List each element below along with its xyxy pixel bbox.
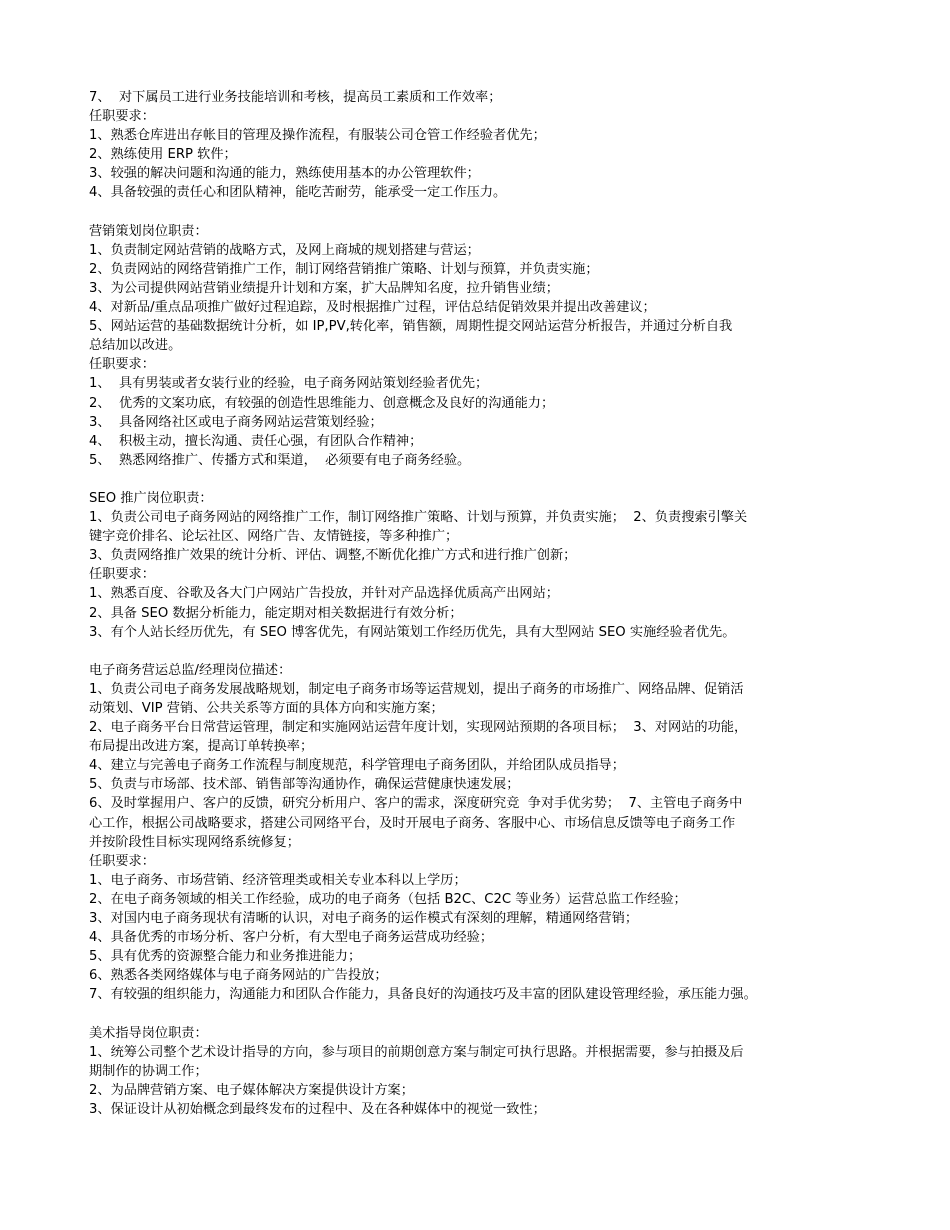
- blank-line: [89, 470, 879, 489]
- text-line: 2、为品牌营销方案、电子媒体解决方案提供设计方案；: [89, 1082, 414, 1098]
- text-line: 2、电子商务平台日常营运管理，制定和实施网站运营年度计划，实现网站预期的各项目标； 3、对网站的功能，: [89, 720, 748, 736]
- text-line: 美术指导岗位职责：: [89, 1025, 208, 1041]
- text-line: 6、及时掌握用户、客户的反馈，研究分析用户、客户的需求，深度研究竞 争对手优劣势； 7、主管电子商务中: [89, 796, 743, 812]
- text-line: 4、具备优秀的市场分析、客户分析，有大型电子商务运营成功经验；: [89, 930, 494, 946]
- text-line: 6、熟悉各类网络媒体与电子商务网站的广告投放；: [89, 968, 388, 984]
- text-line: 1、电子商务、市场营销、经济管理类或相关专业本科以上学历；: [89, 872, 467, 888]
- text-line: 5、具有优秀的资源整合能力和业务推进能力；: [89, 949, 362, 965]
- text-line: 动策划、VIP 营销、公共关系等方面的具体方向和实施方案；: [89, 701, 444, 716]
- text-line: 总结加以改进。: [89, 338, 182, 354]
- text-line: 7、 对下属员工进行业务技能培训和考核，提高员工素质和工作效率；: [89, 90, 502, 105]
- text-line: 期制作的协调工作；: [89, 1063, 208, 1079]
- text-line: 1、 具有男装或者女装行业的经验，电子商务网站策划经验者优先；: [89, 376, 489, 392]
- text-line: 任职要求：: [89, 109, 155, 125]
- text-line: 2、熟练使用 ERP 软件；: [89, 147, 237, 163]
- text-line: 布局提出改进方案，提高订单转换率；: [89, 739, 314, 755]
- blank-line: [89, 642, 879, 661]
- text-line: 2、在电子商务领域的相关工作经验，成功的电子商务（包括 B2C、C2C 等业务）运营总监工作经验；: [89, 891, 687, 907]
- text-line: 3、保证设计从初始概念到最终发布的过程中、及在各种媒体中的视觉一致性；: [89, 1101, 546, 1117]
- text-line: 营销策划岗位职责：: [89, 223, 208, 239]
- text-line: 4、 积极主动，擅长沟通、责任心强，有团队合作精神；: [89, 433, 423, 449]
- text-line: 任职要求：: [89, 357, 155, 373]
- text-line: 3、为公司提供网站营销业绩提升计划和方案，扩大品牌知名度，拉升销售业绩；: [89, 280, 559, 296]
- text-line: 2、具备 SEO 数据分析能力，能定期对相关数据进行有效分析；: [89, 605, 463, 621]
- text-line: 1、熟悉仓库进出存帐目的管理及操作流程，有服装公司仓管工作经验者优先；: [89, 128, 546, 144]
- text-line: SEO 推广岗位职责：: [89, 490, 213, 506]
- text-line: 1、负责公司电子商务发展战略规划，制定电子商务市场等运营规划，提出子商务的市场推广、网络品牌、促销活: [89, 681, 744, 697]
- text-line: 4、建立与完善电子商务工作流程与制度规范，科学管理电子商务团队，并给团队成员指导；: [89, 758, 625, 774]
- text-line: 3、 具备网络社区或电子商务网站运营策划经验；: [89, 414, 383, 430]
- text-line: 1、统筹公司整个艺术设计指导的方向，参与项目的前期创意方案与制定可执行思路。并根据需要，参与拍摄及后: [89, 1044, 744, 1060]
- text-line: 5、 熟悉网络推广、传播方式和渠道， 必须要有电子商务经验。: [89, 452, 471, 468]
- text-line: 3、有个人站长经历优先，有 SEO 博客优先，有网站策划工作经历优先，具有大型网站 SEO 实施经验者优先。: [89, 624, 736, 640]
- text-line: 并按阶段性目标实现网络系统修复；: [89, 834, 300, 850]
- text-line: 4、对新品/重点品项推广做好过程追踪，及时根据推广过程，评估总结促销效果并提出改善建议；: [89, 300, 656, 316]
- text-line: 电子商务营运总监/经理岗位描述：: [89, 662, 292, 678]
- text-line: 1、熟悉百度、谷歌及各大门户网站广告投放，并针对产品选择优质高产出网站；: [89, 586, 559, 602]
- text-line: 4、具备较强的责任心和团队精神，能吃苦耐劳，能承受一定工作压力。: [89, 185, 507, 201]
- text-line: 5、负责与市场部、技术部、销售部等沟通协作，确保运营健康快速发展；: [89, 777, 520, 793]
- text-line: 心工作，根据公司战略要求，搭建公司网络平台，及时开展电子商务、客服中心、市场信息反馈等电子商务工作: [89, 815, 736, 831]
- text-line: 3、负责网络推广效果的统计分析、评估、调整,不断优化推广方式和进行推广创新；: [89, 548, 577, 564]
- document-page: [89, 88, 879, 1119]
- text-line: 键字竞价排名、论坛社区、网络广告、友情链接，等多种推广；: [89, 529, 459, 545]
- text-line: 1、负责公司电子商务网站的网络推广工作，制订网络推广策略、计划与预算，并负责实施； 2、负责搜索引擎关: [89, 510, 748, 526]
- text-line: 任职要求：: [89, 567, 155, 583]
- text-line: 1、负责制定网站营销的战略方式，及网上商城的规划搭建与营运；: [89, 242, 480, 258]
- blank-line: [89, 203, 879, 222]
- text-line: 5、网站运营的基础数据统计分析，如 IP,PV,转化率，销售额，周期性提交网站运营分析报告，并通过分析自我: [89, 319, 733, 335]
- blank-line: [89, 1005, 879, 1024]
- text-line: 3、对国内电子商务现状有清晰的认识，对电子商务的运作模式有深刻的理解，精通网络营销；: [89, 911, 639, 927]
- text-line: 任职要求：: [89, 853, 155, 869]
- text-line: 2、负责网站的网络营销推广工作，制订网络营销推广策略、计划与预算，并负责实施；: [89, 261, 599, 277]
- text-line: 2、 优秀的文案功底，有较强的创造性思维能力、创意概念及良好的沟通能力；: [89, 395, 555, 411]
- text-line: 7、有较强的组织能力，沟通能力和团队合作能力，具备良好的沟通技巧及丰富的团队建设管理经验，承压能力强。: [89, 987, 757, 1003]
- text-line: 3、较强的解决问题和沟通的能力，熟练使用基本的办公管理软件；: [89, 166, 480, 182]
